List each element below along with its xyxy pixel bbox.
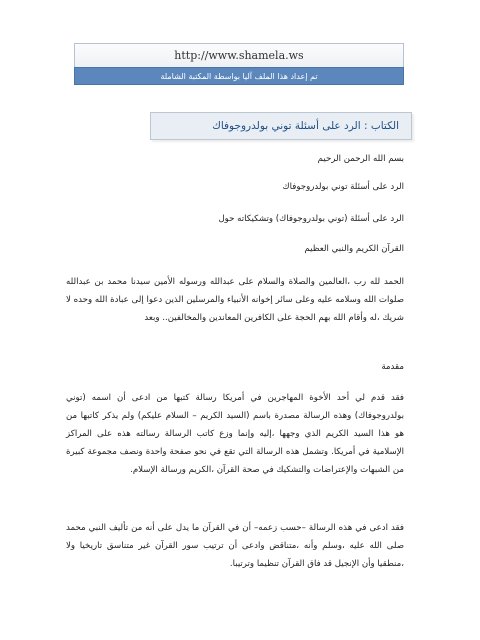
site-url-box	[74, 43, 404, 67]
intro-paragraph-1: فقد قدم لي أحد الأخوة المهاجرين في أمريكا رسالة كتبها من ادعى أن اسمه (توني بولدروجوفاك) وهذه الرسالة مصدرة باسم (السيد الكريم – السلام عليكم) ولم يذكر كاتبها من هو هذا السيد الكريم الذي وجهها ،إليه وإنما وزع كاتب الرسالة رسالته هذه على المراكز الإسلامية في أمريكا. وتشمل هذه الرسالة التي تقع في نحو صفحة واحدة ونصف مجموعة كبيرة من الشبهات والإعتراضات والتشكيك في صحة القرآن ،الكريم ورسالة الإسلام.	[66, 393, 404, 475]
subtitle-line-1: الرد على أسئلة (توني بولدروجوفاك) وتشكيكاته حول	[218, 214, 404, 224]
opening-paragraph: الحمد لله رب ،العالمين والصلاة والسلام على عبدالله ورسوله الأمين سيدنا محمد بن عبدالله صلوات الله وسلامه عليه وعلى سائر إخوانه الأنبياء والمرسلين الذين دعوا إلى عبادة الله وحده لا شريك ،له وأقام الله بهم الحجة على الكافرين المعاندين والمخالفين.. وبعد	[66, 277, 404, 323]
subtitle-line-2: القرآن الكريم والنبي العظيم	[304, 244, 404, 254]
intro-paragraph-2: فقد ادعى في هذه الرسالة –حسب زعمه– أن في القرآن ما يدل على أنه من تأليف النبي محمد صلى الله عليه ،وسلم وأنه ،متناقض وادعى أن ترتيب سور القرآن غير متناسق تاريخيا ولا ،منطقيا وأن الإنجيل قد فاق القرآن تنظيما وترتيبا.	[66, 523, 404, 569]
intro-heading: مقدمة	[381, 362, 404, 372]
book-title-box	[150, 112, 412, 140]
title-line: الرد على أسئلة توني بولدروجوفاك	[282, 182, 404, 192]
site-url[interactable]: http://www.shamela.ws	[174, 49, 304, 62]
generated-note-bar	[74, 67, 404, 85]
book-title: الكتاب : الرد على أسئلة توني بولدروجوفاك	[212, 120, 399, 132]
basmala: بسم الله الرحمن الرحيم	[317, 154, 404, 164]
generated-note: تم إعداد هذا الملف آليا بواسطة المكتبة الشاملة	[160, 71, 318, 81]
